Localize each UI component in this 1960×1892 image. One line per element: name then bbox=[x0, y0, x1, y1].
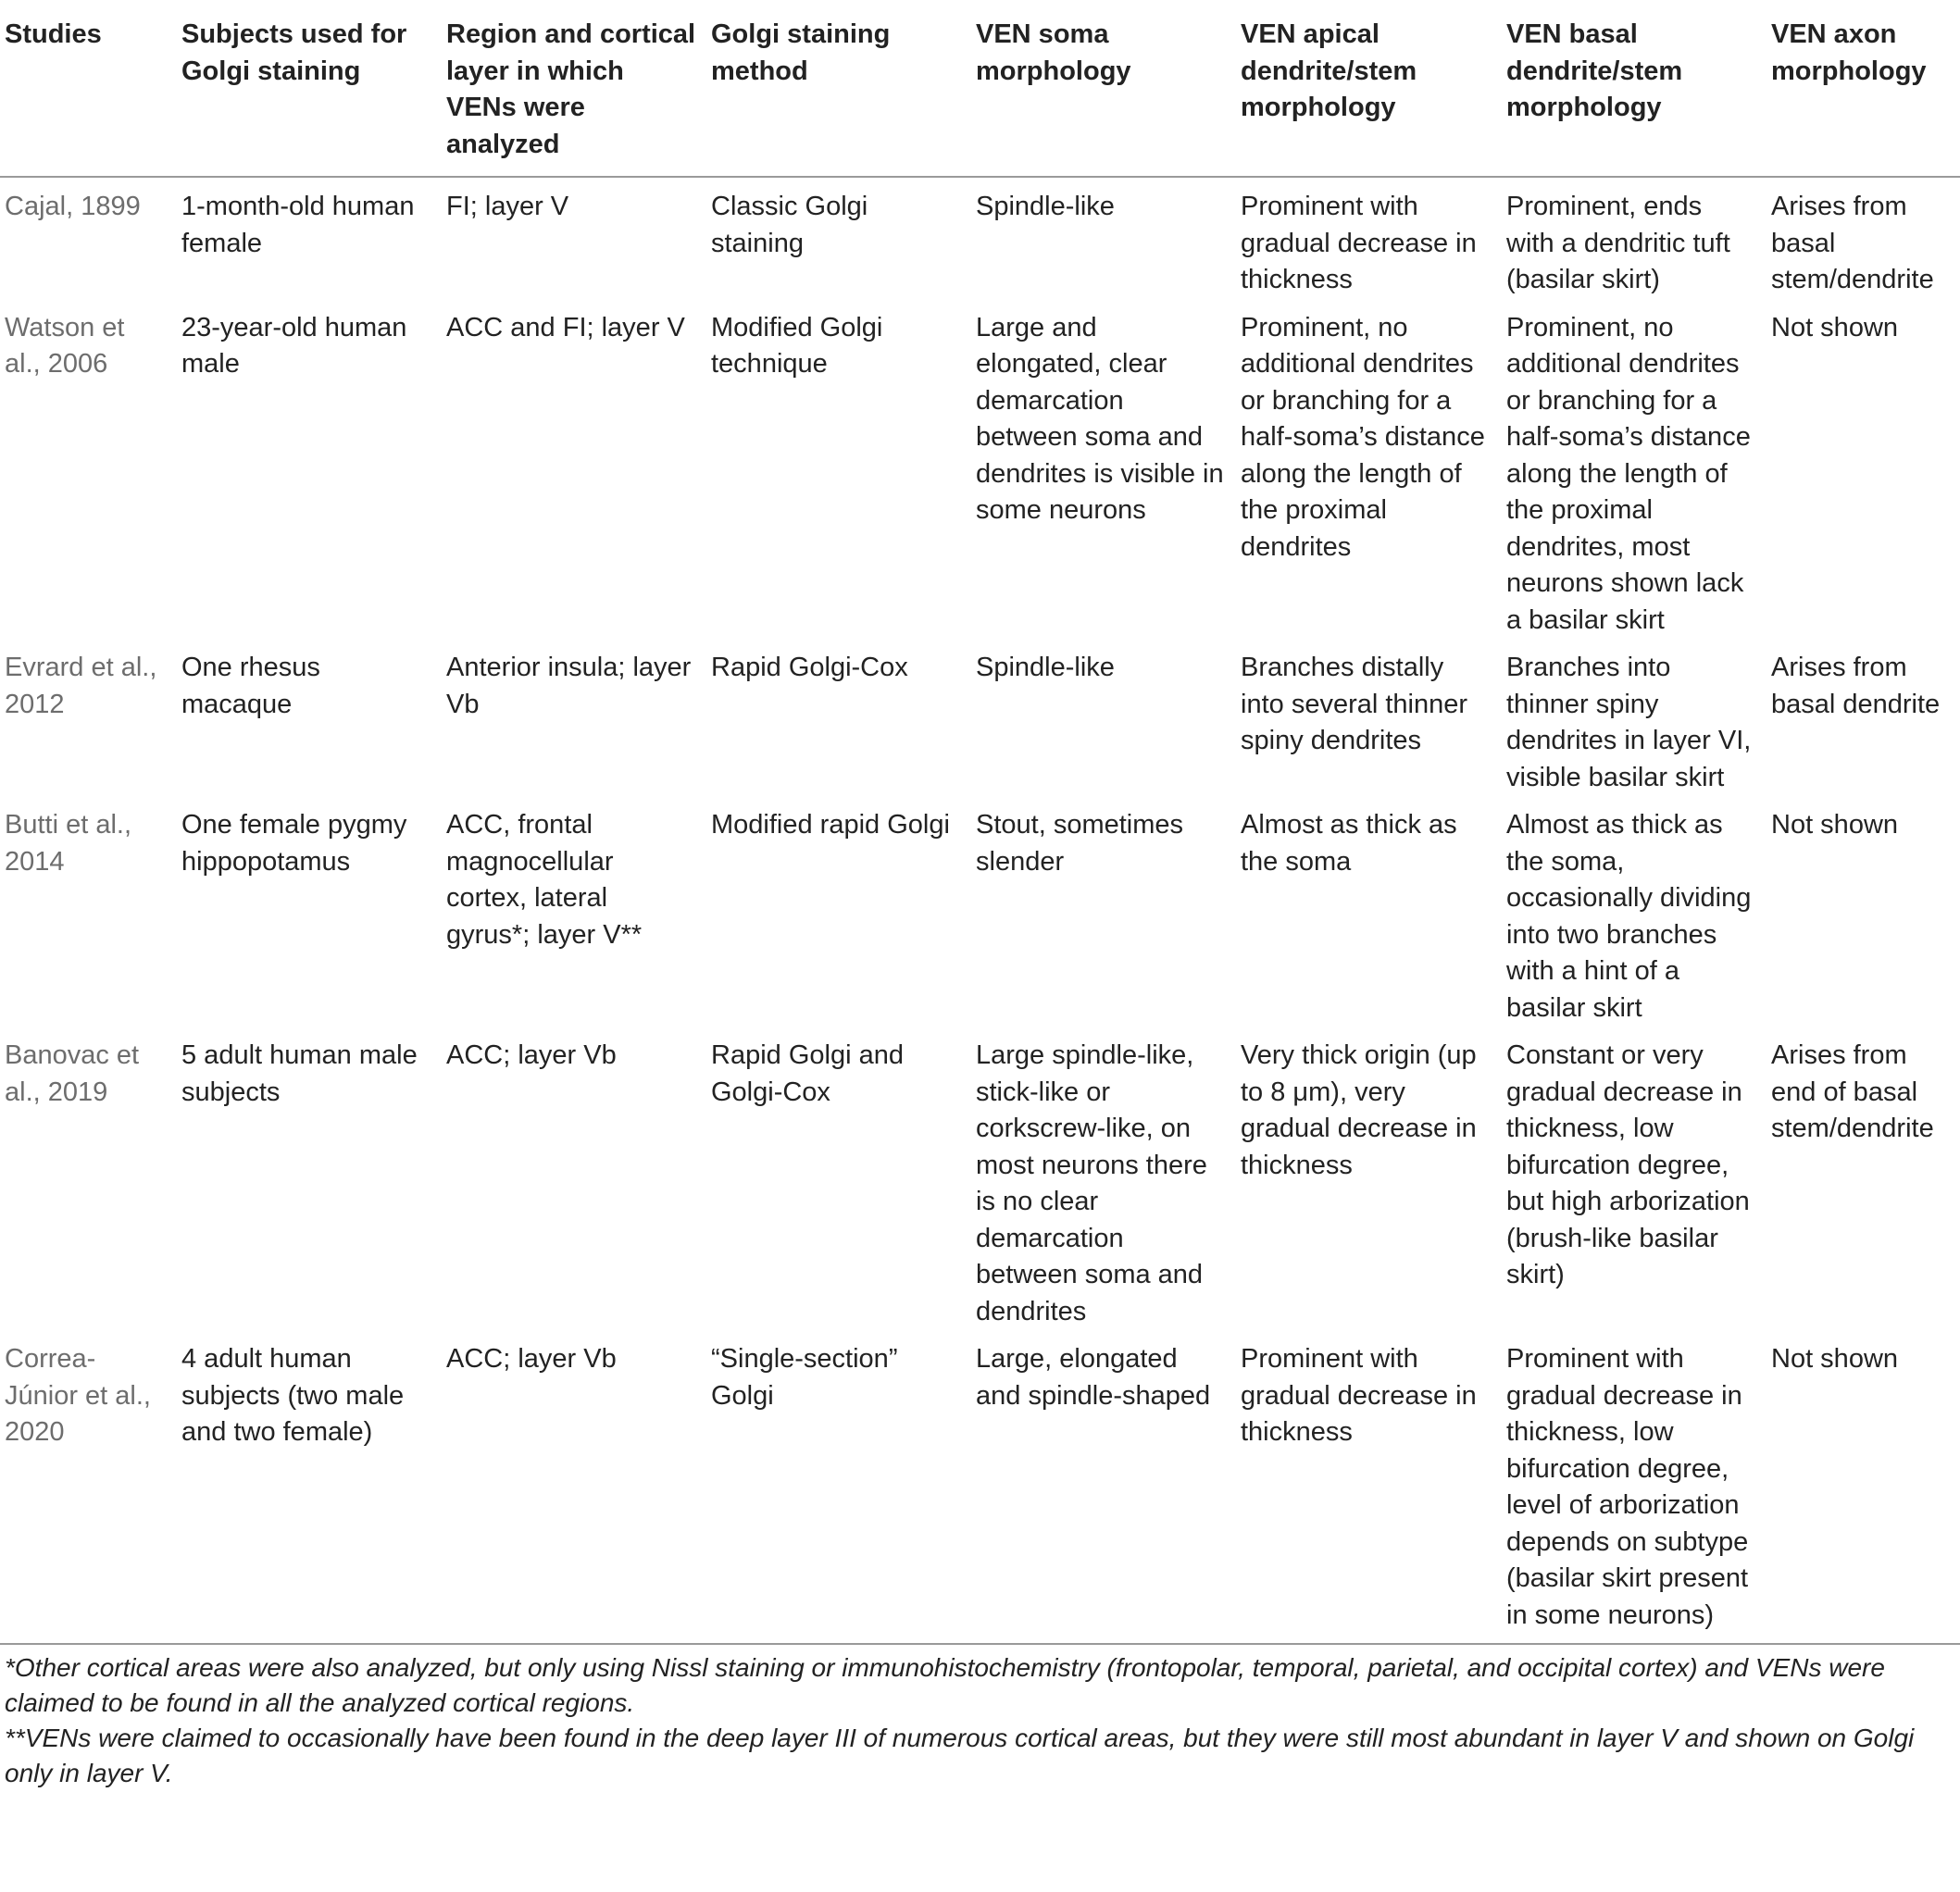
header-basal-morphology: VEN basal dendrite/stem morphology bbox=[1501, 0, 1766, 177]
cell-axon: Not shown bbox=[1771, 312, 1899, 342]
cell-basal: Prominent, no additional dendrites or branching for a half-soma’s distance along the length of the proximal dendrites, most neurons shown lack a basilar skirt bbox=[1506, 312, 1751, 635]
cell-soma: Spindle-like bbox=[976, 192, 1115, 221]
cell-subjects: One rhesus macaque bbox=[181, 653, 320, 719]
header-soma-morphology: VEN soma morphology bbox=[970, 0, 1235, 177]
cell-staining-method: “Single-section” Golgi bbox=[705, 1332, 970, 1644]
cell-study: Banovac et al., 2019 bbox=[5, 1040, 140, 1107]
cell-soma: Stout, sometimes slender bbox=[976, 810, 1184, 877]
table-row bbox=[0, 641, 1960, 798]
table-row bbox=[0, 177, 1960, 301]
footnote-double-asterisk: **VENs were claimed to occasionally have been found in the deep layer III of numerous cortical areas, but they were still most abundant in layer V and shown on Golgi only in layer V. bbox=[5, 1724, 1915, 1787]
cell-staining-method: Modified rapid Golgi bbox=[711, 810, 950, 840]
table-row bbox=[0, 301, 1960, 641]
header-axon-morphology: VEN axon morphology bbox=[1766, 0, 1960, 177]
cell-study: Evrard et al., 2012 bbox=[5, 653, 157, 719]
header-studies: Studies bbox=[0, 0, 176, 177]
cell-soma: Large and elongated, clear demarcation between soma and dendrites is visible in some neurons bbox=[976, 312, 1224, 525]
table-row bbox=[0, 798, 1960, 1028]
cell-staining-method: Classic Golgi staining bbox=[711, 192, 868, 258]
header-staining-method: Golgi staining method bbox=[705, 0, 970, 177]
cell-apical: Prominent with gradual decrease in thickness bbox=[1241, 192, 1477, 294]
table-footnotes bbox=[0, 1645, 1960, 1791]
cell-region-layer: ACC; layer Vb bbox=[441, 1332, 705, 1644]
footnote-single-asterisk: *Other cortical areas were also analyzed, but only using Nissl staining or immunohistochemistry (frontopolar, temporal, parietal, and occipital cortex) and VENs were claimed to be found in all the analyzed cortical regions. bbox=[5, 1653, 1885, 1717]
cell-study: Correa-Júnior et al., 2020 bbox=[0, 1332, 176, 1644]
cell-axon: Not shown bbox=[1771, 810, 1899, 840]
cell-basal: Constant or very gradual decrease in thickness, low bifurcation degree, but high arborization (brush-like basilar skirt) bbox=[1506, 1040, 1750, 1289]
table-body bbox=[0, 177, 1960, 1644]
cell-basal: Branches into thinner spiny dendrites in layer VI, visible basilar skirt bbox=[1506, 653, 1752, 792]
header-apical-morphology: VEN apical dendrite/stem morphology bbox=[1235, 0, 1501, 177]
cell-basal: Prominent, ends with a dendritic tuft (basilar skirt) bbox=[1506, 192, 1730, 294]
cell-study: Cajal, 1899 bbox=[5, 192, 141, 221]
header-subjects: Subjects used for Golgi staining bbox=[176, 0, 441, 177]
cell-region-layer: ACC, frontal magnocellular cortex, lateral gyrus*; layer V** bbox=[446, 810, 643, 950]
table-row bbox=[0, 1028, 1960, 1332]
cell-axon: Arises from end of basal stem/dendrite bbox=[1771, 1040, 1934, 1143]
cell-basal: Almost as thick as the soma, occasionally dividing into two branches with a hint of a basilar skirt bbox=[1506, 810, 1752, 1023]
cell-basal: Prominent with gradual decrease in thickness, low bifurcation degree, level of arborization depends on subtype (basilar skirt present in some neurons) bbox=[1501, 1332, 1766, 1644]
cell-region-layer: Anterior insula; layer Vb bbox=[446, 653, 692, 719]
cell-region-layer: ACC and FI; layer V bbox=[446, 312, 685, 342]
cell-soma: Large spindle-like, stick-like or corkscrew-like, on most neurons there is no clear demarcation between soma and dendrites bbox=[976, 1040, 1207, 1326]
cell-axon: Arises from basal stem/dendrite bbox=[1771, 192, 1934, 294]
cell-staining-method: Rapid Golgi-Cox bbox=[711, 653, 908, 682]
cell-region-layer: ACC; layer Vb bbox=[446, 1040, 617, 1070]
cell-subjects: 4 adult human subjects (two male and two female) bbox=[176, 1332, 441, 1644]
cell-staining-method: Modified Golgi technique bbox=[711, 312, 883, 379]
cell-subjects: 5 adult human male subjects bbox=[181, 1040, 418, 1107]
cell-subjects: 1-month-old human female bbox=[181, 192, 415, 258]
cell-apical: Almost as thick as the soma bbox=[1241, 810, 1457, 877]
cell-soma: Spindle-like bbox=[976, 653, 1115, 682]
cell-subjects: 23-year-old human male bbox=[181, 312, 407, 379]
cell-study: Butti et al., 2014 bbox=[5, 810, 132, 877]
cell-apical: Prominent with gradual decrease in thickness bbox=[1235, 1332, 1501, 1644]
cell-axon: Arises from basal dendrite bbox=[1771, 653, 1941, 719]
cell-soma: Large, elongated and spindle-shaped bbox=[970, 1332, 1235, 1644]
cell-region-layer: FI; layer V bbox=[446, 192, 569, 221]
cell-axon: Not shown bbox=[1766, 1332, 1960, 1644]
header-row bbox=[0, 0, 1960, 177]
table-header bbox=[0, 0, 1960, 177]
cell-apical: Prominent, no additional dendrites or branching for a half-soma’s distance along the length of the proximal dendrites bbox=[1241, 312, 1485, 562]
header-region-layer: Region and cortical layer in which VENs were analyzed bbox=[441, 0, 705, 177]
cell-study: Watson et al., 2006 bbox=[5, 312, 125, 379]
cell-subjects: One female pygmy hippopotamus bbox=[181, 810, 407, 877]
cell-staining-method: Rapid Golgi and Golgi-Cox bbox=[711, 1040, 904, 1107]
table-row bbox=[0, 1332, 1960, 1644]
cell-apical: Branches distally into several thinner spiny dendrites bbox=[1241, 653, 1468, 755]
cell-apical: Very thick origin (up to 8 μm), very gradual decrease in thickness bbox=[1241, 1040, 1477, 1180]
